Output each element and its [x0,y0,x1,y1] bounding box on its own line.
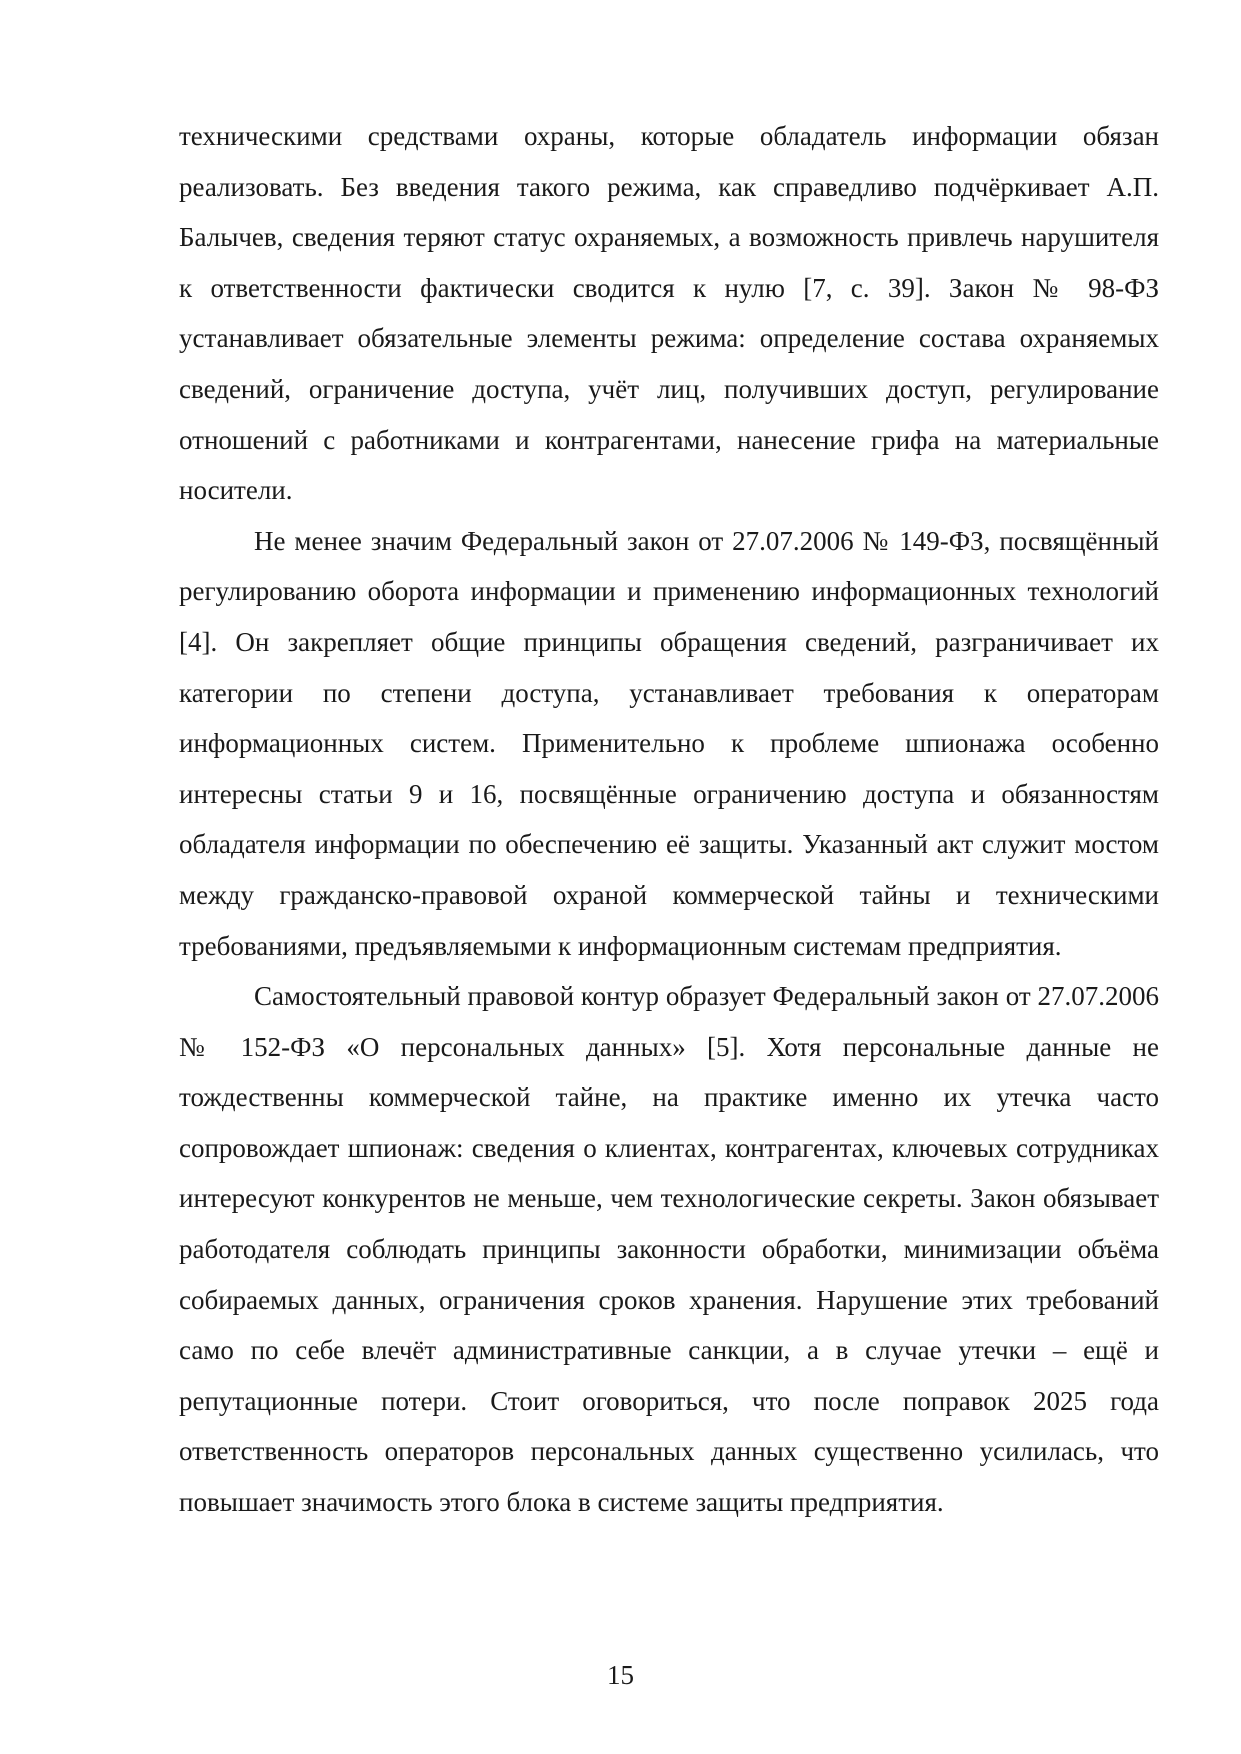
body-text [179,111,1159,1528]
paragraph-continuation: техническими средствами охраны, которые обладатель информации обязан реализовать. Без введения такого режима, как справедливо подчёркивает А.П. Балычев, сведения теряют статус охраняемых, а возможность привлечь нарушителя к ответственности фактически сводится к нулю [7, с. 39]. Закон № 98-ФЗ устанавливает обязательные элементы режима: определение состава охраняемых сведений, ограничение доступа, учёт лиц, получивших доступ, регулирование отношений с работниками и контрагентами, нанесение грифа на материальные носители. [179,121,1159,506]
paragraph-federal-law-149: Не менее значим Федеральный закон от 27.07.2006 № 149-ФЗ, посвящённый регулированию оборота информации и применению информационных технологий [4]. Он закрепляет общие принципы обращения сведений, разграничивает их категории по степени доступа, устанавливает требования к операторам информационных систем. Применительно к проблеме шпионажа особенно интересны статьи 9 и 16, посвящённые ограничению доступа и обязанностям обладателя информации по обеспечению её защиты. Указанный акт служит мостом между гражданско-правовой охраной коммерческой тайны и техническими требованиями, предъявляемыми к информационным системам предприятия. [179,525,1159,961]
paragraph-federal-law-152: Самостоятельный правовой контур образует Федеральный закон от 27.07.2006 № 152-ФЗ «О персональных данных» [5]. Хотя персональные данные не тождественны коммерческой тайне, на практике именно их утечка часто сопровождает шпионаж: сведения о клиентах, контрагентах, ключевых сотрудниках интересуют конкурентов не меньше, чем технологические секреты. Закон обязывает работодателя соблюдать принципы законности обработки, минимизации объёма собираемых данных, ограничения сроков хранения. Нарушение этих требований само по себе влечёт административные санкции, а в случае утечки – ещё и репутационные потери. Стоит оговориться, что после поправок 2025 года ответственность операторов персональных данных существенно усилилась, что повышает значимость этого блока в системе защиты предприятия. [179,981,1159,1518]
page-number: 15 [607,1660,634,1690]
